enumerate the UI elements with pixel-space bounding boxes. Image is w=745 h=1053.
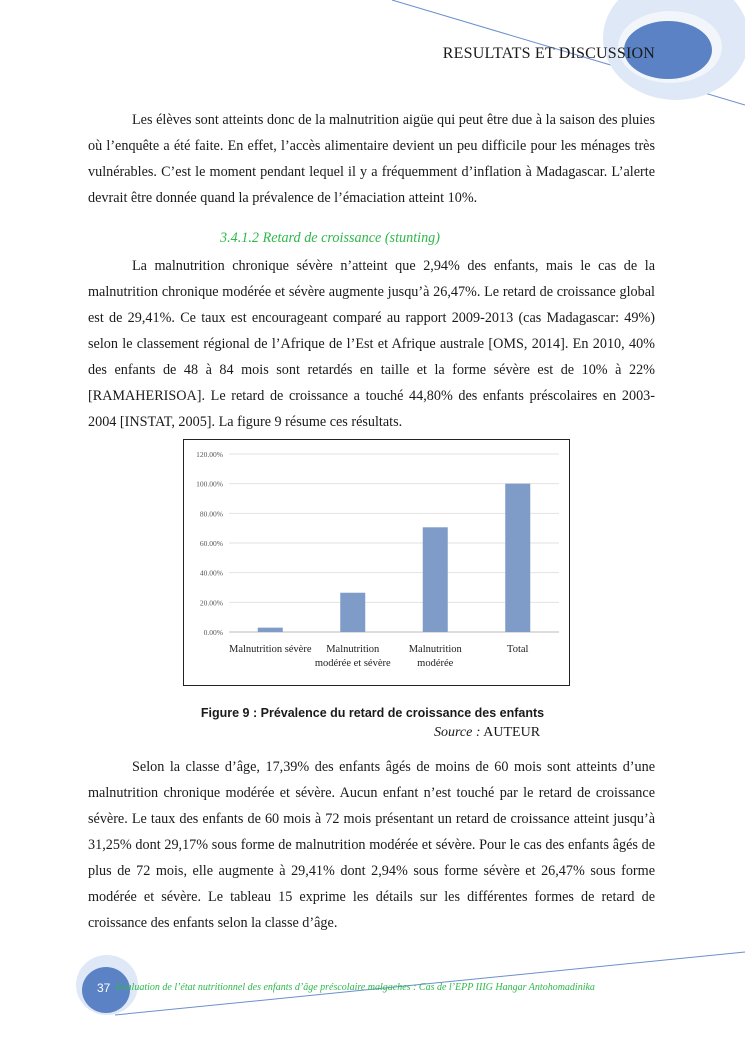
y-tick-label: 60.00%: [199, 539, 223, 548]
bar: [423, 527, 448, 632]
paragraph-1-text: Les élèves sont atteints donc de la malnutrition aigüe qui peut être due à la saison des pluies où l’enquête a été faite. En effet, l’accès alimentaire devient un peu difficile pour les ménages très vulnérables. C’est le moment pendant lequel il y a fréquemment d’inflation à Madagascar. L’alerte devrait être donnée quand la prévalence de l’émaciation atteint 10%.: [88, 112, 655, 206]
y-tick-label: 40.00%: [199, 568, 223, 578]
y-tick-label: 20.00%: [199, 598, 223, 608]
section-subheading: 3.4.1.2 Retard de croissance (stunting): [220, 230, 441, 246]
page-header-title: RESULTATS ET DISCUSSION: [442, 45, 655, 62]
y-tick-label: 100.00%: [196, 479, 223, 489]
bar: [340, 593, 365, 632]
x-tick-label: Total: [507, 644, 529, 655]
x-tick-label: modérée: [417, 658, 454, 669]
paragraph-3-text: Selon la classe d’âge, 17,39% des enfants âgés de moins de 60 mois sont atteints d’une malnutrition chronique modérée et sévère. Aucun enfant n’est touché par le retard de croissance sévère. Le taux des enfants de 60 mois à 72 mois présentant un retard de croissance atteint jusqu’à 31,25% dont 29,17% sous forme de malnutrition modérée et sévère. Pour le cas des enfants âgés de plus de 72 mois, elle augmente à 29,41% dont 2,94% sous forme sévère et 26,47% sous forme modérée et sévère. Le tableau 15 exprime les détails sur les différentes formes de retard de croissance des enfants selon la classe d’âge.: [88, 759, 655, 931]
bar: [258, 628, 283, 632]
x-tick-label: Malnutrition: [326, 644, 380, 655]
y-tick-label: 0.00%: [203, 628, 223, 637]
figure-source: [434, 725, 540, 741]
paragraph-1: [88, 107, 655, 211]
bar: [505, 484, 530, 632]
y-tick-label: 120.00%: [196, 450, 223, 459]
x-tick-label: Malnutrition sévère: [228, 644, 312, 655]
paragraph-2-text: La malnutrition chronique sévère n’atteint que 2,94% des enfants, mais le cas de la malnutrition chronique modérée et sévère augmente jusqu’à 26,47%. Le retard de croissance global est de 29,41%. Ce taux est encourageant comparé au rapport 2009-2013 (cas Madagascar: 49%) selon le classement régional de l’Afrique de l’Est et Afrique australe [OMS, 2014]. En 2010, 40% des enfants de 48 à 84 mois sont retardés en taille et la forme sévère est de 10% à 22% [RAMAHERISOA]. Le retard de croissance a touché 44,80% des enfants préscolaires en 2003-2004 [INSTAT, 2005]. La figure 9 résume ces résultats.: [88, 258, 655, 430]
x-tick-label: modérée et sévère: [314, 658, 391, 669]
figure-source-value: AUTEUR: [483, 725, 541, 740]
figure-source-label: Source :: [434, 725, 481, 740]
y-tick-label: 80.00%: [199, 509, 223, 519]
footer-text: Evaluation de l’état nutritionnel des enfants d’âge préscolaire malgaches : Cas de l’EPP IIIG Hangar Antohomadinika: [116, 982, 595, 993]
paragraph-2: [88, 253, 655, 435]
figure-9-chart: [183, 439, 570, 686]
bar-chart: [184, 440, 569, 685]
figure-caption: Figure 9 : Prévalence du retard de croissance des enfants: [200, 706, 545, 720]
page-number: 37: [97, 981, 111, 995]
x-tick-label: Malnutrition: [408, 644, 462, 655]
paragraph-3: [88, 754, 655, 936]
footer-decoration: [0, 940, 745, 1053]
